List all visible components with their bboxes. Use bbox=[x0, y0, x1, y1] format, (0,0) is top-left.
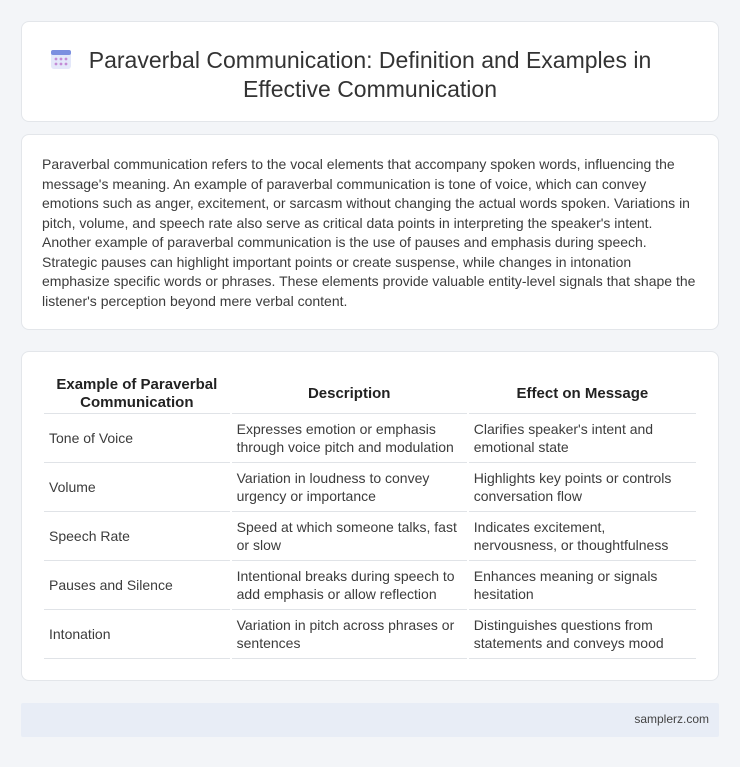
table-row bbox=[44, 463, 696, 512]
table-cell-effect: Enhances meaning or signals hesitation bbox=[469, 561, 696, 610]
table-cell-description: Intentional breaks during speech to add emphasis or allow reflection bbox=[232, 561, 467, 610]
table-cell-example: Pauses and Silence bbox=[44, 561, 230, 610]
table-cell-description: Variation in pitch across phrases or sentences bbox=[232, 610, 467, 659]
table-cell-example: Volume bbox=[44, 463, 230, 512]
table-row bbox=[44, 610, 696, 659]
title-card bbox=[21, 21, 719, 122]
column-header-description: Description bbox=[232, 374, 467, 414]
table-row bbox=[44, 561, 696, 610]
footer bbox=[21, 703, 719, 737]
column-header-example: Example of Paraverbal Communication bbox=[44, 374, 230, 414]
table-row bbox=[44, 512, 696, 561]
table-cell-description: Variation in loudness to convey urgency or importance bbox=[232, 463, 467, 512]
page-title: Paraverbal Communication: Definition and Examples in Effective Communication bbox=[88, 47, 652, 102]
table-row bbox=[44, 414, 696, 463]
table-card bbox=[21, 351, 719, 681]
column-header-effect: Effect on Message bbox=[469, 374, 696, 414]
table-cell-effect: Clarifies speaker's intent and emotional state bbox=[469, 414, 696, 463]
examples-table bbox=[42, 374, 698, 659]
table-cell-effect: Indicates excitement, nervousness, or thoughtfulness bbox=[469, 512, 696, 561]
table-cell-description: Expresses emotion or emphasis through voice pitch and modulation bbox=[232, 414, 467, 463]
table-cell-effect: Highlights key points or controls conversation flow bbox=[469, 463, 696, 512]
table-cell-example: Speech Rate bbox=[44, 512, 230, 561]
table-cell-example: Intonation bbox=[44, 610, 230, 659]
table-cell-effect: Distinguishes questions from statements and conveys mood bbox=[469, 610, 696, 659]
table-cell-description: Speed at which someone talks, fast or slow bbox=[232, 512, 467, 561]
intro-card bbox=[21, 134, 719, 330]
table-header-row bbox=[44, 374, 696, 414]
table-cell-example: Tone of Voice bbox=[44, 414, 230, 463]
intro-paragraph: Paraverbal communication refers to the vocal elements that accompany spoken words, influencing the message's meaning. An example of paraverbal communication is tone of voice, which can convey emotions such as anger, excitement, or sarcasm without changing the actual words spoken. Variations in pitch, volume, and speech rate also serve as critical data points in interpreting the speaker's intent. Another example of paraverbal communication is the use of pauses and emphasis during speech. Strategic pauses can highlight important points or create suspense, while changes in intonation emphasize specific words or phrases. These elements provide valuable entity-level signals that shape the listener's perception beyond mere verbal content. bbox=[42, 156, 696, 309]
footer-site-link[interactable]: samplerz.com bbox=[634, 712, 709, 726]
